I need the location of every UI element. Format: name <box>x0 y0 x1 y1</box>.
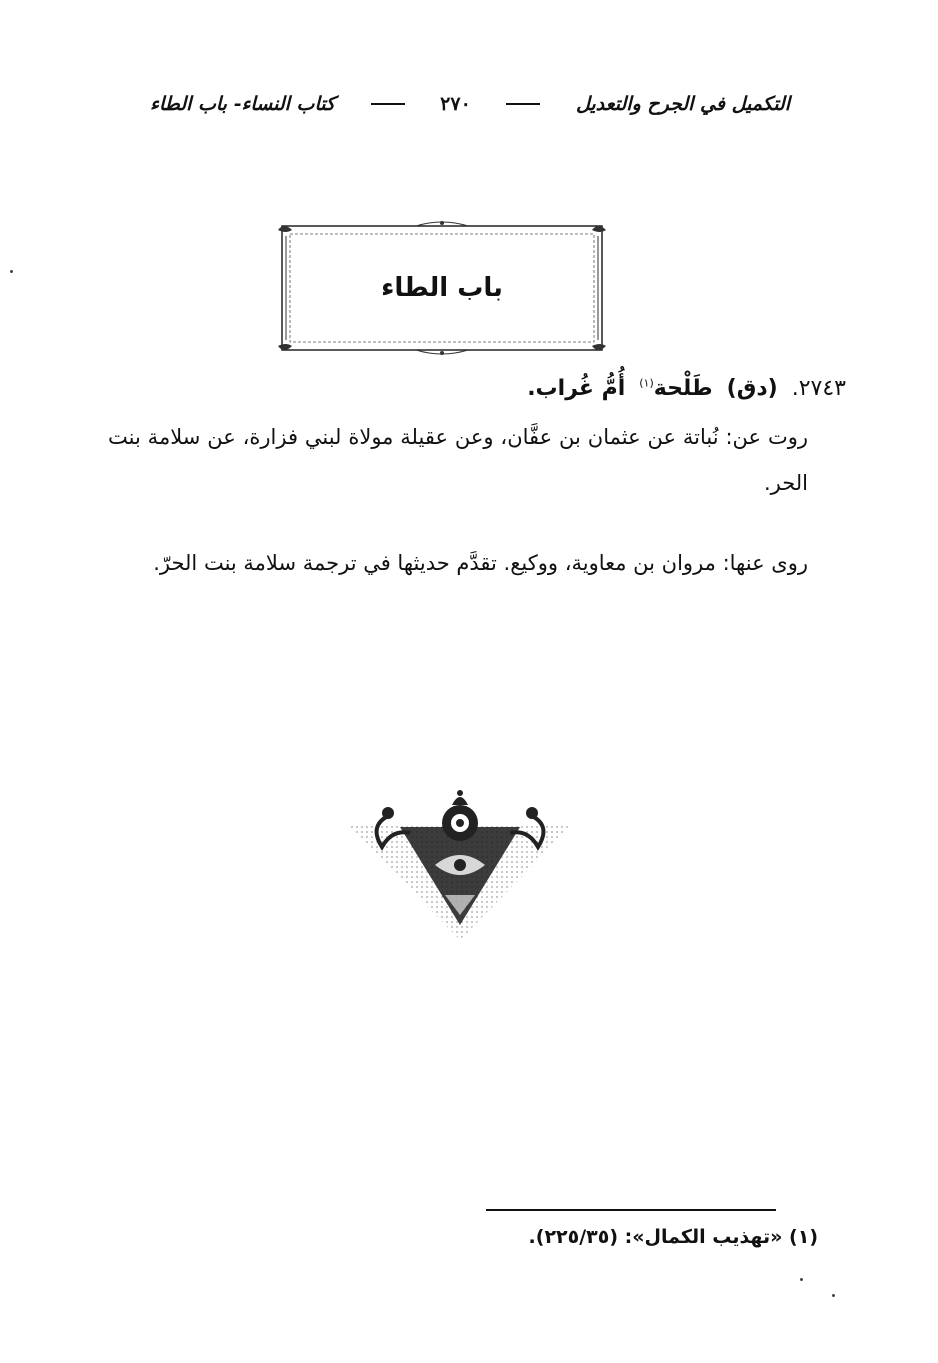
footnote-separator <box>486 1209 776 1211</box>
narrated-from-paragraph <box>108 414 808 506</box>
scan-speck <box>832 1294 835 1297</box>
narrated-by-paragraph <box>108 540 808 586</box>
footnote-reference: (١) <box>639 376 654 390</box>
chapter-title: باب الطاء <box>381 273 503 303</box>
entry-number: ٢٧٤٣. <box>791 375 846 401</box>
chapter-title-frame <box>276 220 608 356</box>
entry-name-group <box>639 376 712 401</box>
scan-speck <box>800 1278 803 1281</box>
page-number: ٢٧٠ <box>440 93 471 115</box>
entry-heading <box>146 368 846 408</box>
footnote-marker: (١) <box>789 1226 818 1248</box>
header-dash <box>506 103 540 105</box>
paragraph-lead: روت عن: <box>725 425 808 449</box>
paragraph-lead: روى عنها: <box>722 551 808 575</box>
floral-ornament-icon <box>340 785 580 945</box>
header-dash <box>371 103 405 105</box>
entry-code: (دق) <box>726 375 778 401</box>
book-title: التكميل في الجرح والتعديل <box>575 93 790 115</box>
section-title: كتاب النساء- باب الطاء <box>150 93 336 115</box>
footnote-text: «تهذيب الكمال»: (٢٢٥/٣٥). <box>528 1226 783 1248</box>
running-header <box>150 84 790 124</box>
footnote <box>318 1226 818 1260</box>
entry-kunya: أُمُّ غُراب. <box>527 375 626 401</box>
entry-name: طَلْحة <box>653 375 713 401</box>
paragraph-text: مروان بن معاوية، ووكيع. تقدَّم حديثها في ترجمة سلامة بنت الحرّ. <box>153 551 723 575</box>
paragraph-text: نُباتة عن عثمان بن عفَّان، وعن عقيلة مولاة لبني فزارة، عن سلامة بنت الحر. <box>108 425 808 495</box>
scan-speck <box>10 270 13 273</box>
